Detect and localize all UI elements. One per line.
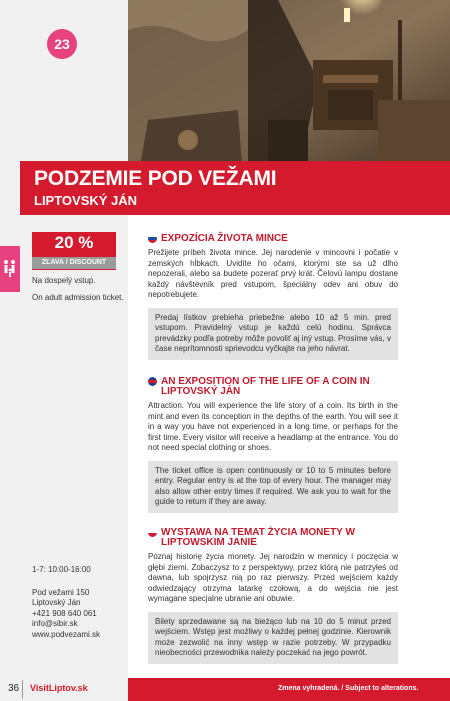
footer-divider bbox=[22, 680, 23, 699]
flag-pl-icon bbox=[148, 528, 157, 537]
page-title: PODZEMIE POD VEŽAMI bbox=[34, 167, 277, 190]
page-number: 36 bbox=[8, 683, 20, 694]
discount-percent: 20 % bbox=[54, 233, 94, 252]
section-pl bbox=[148, 528, 398, 664]
phone-number[interactable]: +421 908 640 061 bbox=[32, 608, 97, 618]
discount-note-sk: Na dospelý vstup. bbox=[32, 276, 96, 285]
footer bbox=[0, 678, 450, 701]
section-en bbox=[148, 377, 398, 513]
title-bar bbox=[20, 161, 450, 215]
footer-note: Zmena vyhradená. / Subject to alterations. bbox=[278, 685, 419, 692]
flag-sk-icon bbox=[148, 234, 157, 243]
brand-link[interactable]: VisitLiptov.sk bbox=[30, 683, 88, 693]
address-line-1: Pod vežami 150 bbox=[32, 587, 90, 597]
section-heading: WYSTAWA NA TEMAT ŻYCIA MONETY W LIPTOWSKIM JANIE bbox=[148, 528, 398, 548]
discount-label: ZĽAVA / DISCOUNT bbox=[32, 257, 116, 269]
contact-info bbox=[32, 565, 124, 640]
family-icon bbox=[3, 259, 17, 282]
page-number-badge: 23 bbox=[47, 29, 77, 59]
discount-note-en: On adult admission ticket. bbox=[32, 293, 124, 302]
section-info-box: Predaj lístkov prebieha priebežne alebo 10 až 5 min. pred vstupom. Pravidelný vstup je každú celú hodinu. Správca prevádzky podľa potreby môže povoliť aj iný vstup. Prosíme vás, v čase neprítomnosti sprievodcu vyčkajte na jeho návrat. bbox=[148, 308, 398, 360]
footer-bar bbox=[128, 678, 450, 701]
opening-hours: 1-7: 10:00-16:00 bbox=[32, 565, 91, 574]
page-subtitle: LIPTOVSKÝ JÁN bbox=[34, 193, 138, 208]
category-tab bbox=[0, 246, 20, 292]
section-body: Attraction. You will experience the life story of a coin. Its birth in the mint and even its conception in the depths of the earth. You will see it in a way you have not experienced in a long time, or perhaps for the first time. Every visitor will receive a headlamp at the entrance. You do not need special clothing or shoes. bbox=[148, 401, 398, 452]
flag-en-icon bbox=[148, 377, 157, 386]
section-heading: AN EXPOSITION OF THE LIFE OF A COIN IN LIPTOVSKÝ JÁN bbox=[148, 377, 398, 397]
section-sk bbox=[148, 234, 398, 360]
section-info-box: Bilety sprzedawane są na bieżąco lub na 10 do 5 minut przed wejściem. Wstęp jest możliwy o każdej pełnej godzinie. Kierownik może zezwolić na inny wstęp w razie potrzeby. W przypadku nieobecności przewodnika należy poczekać na jego powrót. bbox=[148, 612, 398, 664]
section-body: Prežijete príbeh života mince. Jej narodenie v mincovni i počatie v zemských hĺbkach. Uvidíte ho očami, ktorými ste sa už dlho nepozerali, alebo sa budete pozerať prvý krát. Čelovú lampu dostane každý návštevník pred vstupom, špeciálny odev ani obuv do nepotrebujete. bbox=[148, 248, 398, 299]
discount-badge bbox=[32, 232, 116, 270]
email-link[interactable]: info@sibir.sk bbox=[32, 619, 78, 628]
header-photo bbox=[128, 0, 450, 178]
section-body: Poznaj historię życia monety. Jej narodzin w mennicy i poczęcia w głębi ziemi. Zobaczysz to z perspektywy, przez którą nie patrzyłeś od dawna, lub spojrzysz nią po raz pierwszy. Przed wejściem każdy odwiedzający otrzyma latarkę czołową, a do wejścia nie jest wymagane specjalne ubranie ani obuwie. bbox=[148, 552, 398, 603]
website-link[interactable]: www.podvezami.sk bbox=[32, 629, 101, 639]
section-info-box: The ticket office is open continuously or 10 to 5 minutes before entry. Regular entry is at the top of every hour. The manager may also allow other entry times if required. We ask you to wait for the guide to return if they are away. bbox=[148, 461, 398, 513]
section-heading: EXPOZÍCIA ŽIVOTA MINCE bbox=[148, 234, 398, 244]
address-line-2: Liptovský Ján bbox=[32, 598, 81, 607]
